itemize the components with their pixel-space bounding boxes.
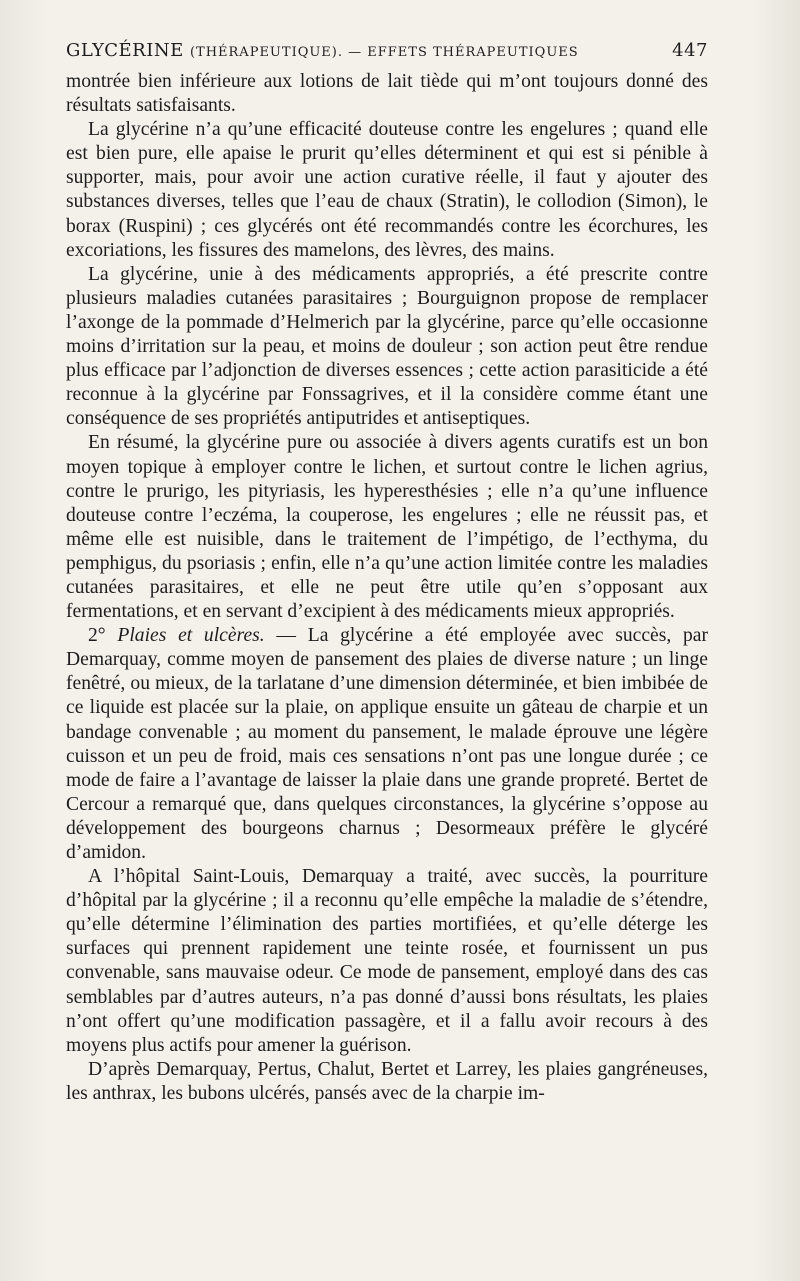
section-paragraph	[66, 624, 708, 865]
page-number: 447	[672, 40, 708, 61]
header-subtitle: (THÉRAPEUTIQUE). — EFFETS THÉRAPEUTIQUES	[189, 45, 579, 60]
section-number: 2°	[88, 625, 106, 647]
paragraph: montrée bien inférieure aux lotions de lait tiède qui m’ont toujours donné des résultats satisfaisants.	[66, 71, 708, 117]
paragraph: En résumé, la glycérine pure ou associée à divers agents curatifs est un bon moyen topique à employer contre le lichen, et surtout contre le lichen agrius, contre le prurigo, les pityriasis, les hyperesthésies ; elle n’a qu’une influence douteuse contre l’eczéma, la couperose, les engelures ; elle ne réussit pas, et même elle est nuisible, dans le traitement de l’impétigo, de l’ecthyma, du pemphigus, du psoriasis ; enfin, elle n’a qu’une action limitée contre les maladies cutanées parasitaires, et elle ne peut être utile qu’en s’opposant aux fermentations, et en servant d’excipient à des médicaments mieux appropriés.	[66, 432, 708, 623]
paragraph: La glycérine, unie à des médicaments appropriés, a été prescrite contre plusieurs maladies cutanées parasitaires ; Bourguignon propose de remplacer l’axonge de la pommade d’Helmerich par la glycérine, parce qu’elle occasionne moins d’irritation sur la peau, et moins de douleur ; son action peut être rendue plus efficace par l’adjonction de diverses essences ; cette action parasiticide a été reconnue à la glycérine par Fonssagrives, et il la considère comme étant une conséquence de ses propriétés antiputrides et antiseptiques.	[66, 263, 708, 430]
paragraph: D’après Demarquay, Pertus, Chalut, Bertet et Larrey, les plaies gangréneuses, les anthrax, les bubons ulcérés, pansés avec de la charpie im-	[66, 1058, 708, 1104]
paragraph: A l’hôpital Saint-Louis, Demarquay a traité, avec succès, la pourriture d’hôpital par la glycérine ; il a reconnu qu’elle empêche la maladie de s’étendre, qu’elle détermine l’élimination des parties mortifiées, et qu’elle déterge les surfaces qui prennent rapidement une teinte rosée, et fournissent un pus convenable, sans mauvaise odeur. Ce mode de pansement, employé dans des cas semblables par d’autres auteurs, n’a pas donné d’aussi bons résultats, les plaies n’ont offert qu’une modification passagère, et il a fallu avoir recours à des moyens plus actifs pour amener la guérison.	[66, 866, 708, 1056]
section-text: — La glycérine a été employée avec succès, par Demarquay, comme moyen de pansement des plaies de diverse nature ; un linge fenêtré, ou mieux, de la tarlatane d’une dimension déterminée, et bien imbibée de ce liquide est placée sur la plaie, on applique ensuite un gâteau de charpie et un bandage convenable ; au moment du pansement, le malade éprouve une légère cuisson et un peu de froid, mais ces sensations n’ont pas une longue durée ; ce mode de faire a l’avantage de laisser la plaie dans une grande propreté. Bertet de Cercour a remarqué que, dans quelques circonstances, la glycérine s’oppose au développement des bourgeons charnus ; Desormeaux préfère le glycéré d’amidon.	[66, 625, 708, 863]
running-header	[66, 40, 708, 70]
paragraph: La glycérine n’a qu’une efficacité douteuse contre les engelures ; quand elle est bien pure, elle apaise le prurit qu’elles déterminent et qui est si pénible à supporter, mais, pour avoir une action curative réelle, il faut y ajouter des substances diverses, telles que l’eau de chaux (Stratin), le collodion (Simon), le borax (Ruspini) ; ces glycérés ont été recommandés contre les écorchures, les excoriations, les fissures des mamelons, des lèvres, des mains.	[66, 119, 708, 261]
section-heading: Plaies et ulcères.	[117, 625, 265, 647]
running-title	[66, 40, 672, 61]
header-title: GLYCÉRINE	[66, 40, 184, 61]
body-text	[66, 70, 708, 1106]
